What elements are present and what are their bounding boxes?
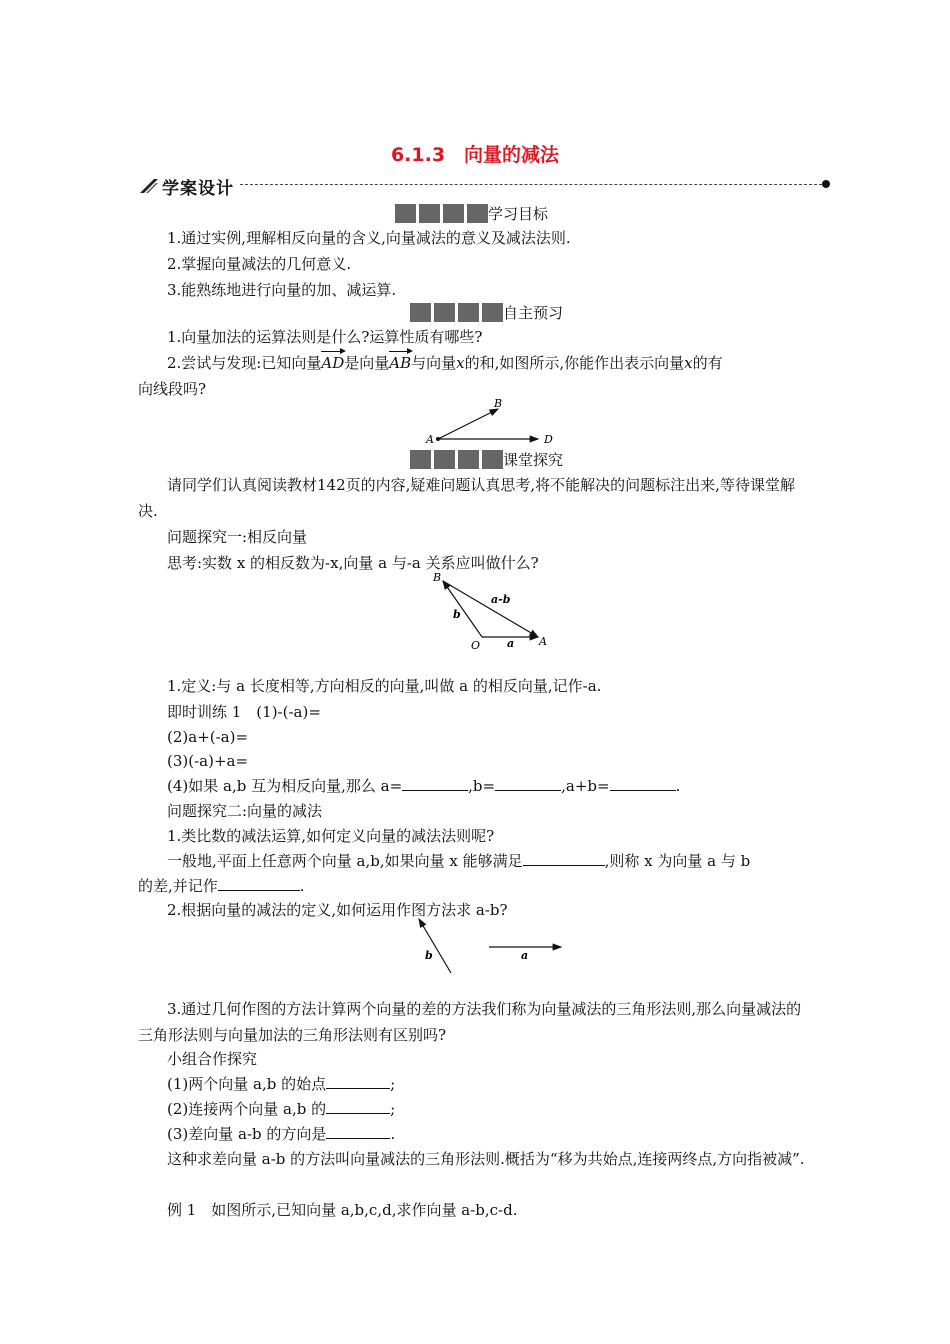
text: (2)连接两个向量 a,b 的 xyxy=(167,1100,327,1118)
group-item-3 xyxy=(167,1124,395,1144)
drill-item-1: 即时训练 1 (1)-(-a)= xyxy=(167,703,321,721)
example-1: 例 1 如图所示,已知向量 a,b,c,d,求作向量 a-b,c-d. xyxy=(167,1201,518,1219)
section-header-explore xyxy=(410,449,563,469)
label-vec-a: a xyxy=(521,949,529,962)
label-b: B xyxy=(494,397,503,410)
goal-item: 3.能熟练地进行向量的加、减运算. xyxy=(167,281,397,299)
text: ,则称 x 为向量 a 与 b xyxy=(604,852,751,870)
point-a xyxy=(436,437,440,441)
header-block xyxy=(458,303,479,322)
header-block xyxy=(410,303,431,322)
var-x: x xyxy=(684,354,693,372)
text: (3)差向量 a-b 的方向是 xyxy=(167,1125,327,1143)
section-header-preview xyxy=(410,302,563,322)
text: 的和,如图所示,你能作出表示向量 xyxy=(464,354,685,372)
header-block xyxy=(443,204,464,223)
problem-2-title: 问题探究二:向量的减法 xyxy=(167,802,323,820)
text: 的差,并记作 xyxy=(138,877,218,895)
text: (1)两个向量 a,b 的始点 xyxy=(167,1075,327,1093)
header-block xyxy=(482,303,503,322)
text: ; xyxy=(390,1075,396,1093)
text: . xyxy=(675,777,681,795)
problem-2-question-1: 1.类比数的减法运算,如何定义向量的减法法则呢? xyxy=(167,827,495,845)
banner-label: 学案设计 xyxy=(162,179,234,199)
header-block xyxy=(434,303,455,322)
label-vec-a: a xyxy=(507,637,515,650)
header-block xyxy=(419,204,440,223)
label-vec-b: b xyxy=(453,608,461,621)
group-heading: 小组合作探究 xyxy=(167,1050,258,1068)
text: . xyxy=(299,877,305,895)
answer-blank[interactable] xyxy=(326,1074,390,1089)
label-a: A xyxy=(426,433,434,446)
section-label: 学习目标 xyxy=(488,204,549,223)
header-block xyxy=(467,204,488,223)
text: 的有 xyxy=(692,354,723,372)
drill-item-2: (2)a+(-a)= xyxy=(167,728,249,746)
problem-2-question-3: 3.通过几何作图的方法计算两个向量的差的方法我们称为向量减法的三角形法则,那么向量减法的三角形法则与向量加法的三角形法则有区别吗? xyxy=(138,1000,802,1044)
group-item-1 xyxy=(167,1074,395,1094)
text: ,b= xyxy=(468,777,496,795)
answer-blank[interactable] xyxy=(218,876,300,891)
label-b: B xyxy=(433,571,442,584)
arrow-ab xyxy=(438,409,498,439)
problem-2-question-2: 2.根据向量的减法的定义,如何运用作图方法求 a-b? xyxy=(167,901,508,919)
goal-item: 2.掌握向量减法的几何意义. xyxy=(167,255,352,273)
vector-ad: AD xyxy=(321,354,345,372)
section-label: 课堂探究 xyxy=(503,450,564,469)
answer-blank[interactable] xyxy=(610,776,676,791)
subtraction-definition-cont xyxy=(138,876,305,896)
section-label: 自主预习 xyxy=(503,303,564,322)
problem-1-title: 问题探究一:相反向量 xyxy=(167,528,308,546)
preview-question-1: 1.向量加法的运算法则是什么?运算性质有哪些? xyxy=(167,328,483,346)
text: 一般地,平面上任意两个向量 a,b,如果向量 x 能够满足 xyxy=(167,852,523,870)
header-block xyxy=(410,450,431,469)
label-o: O xyxy=(471,639,481,652)
banner-end-dot xyxy=(822,180,830,188)
group-item-2 xyxy=(167,1099,395,1119)
vector-ab: AB xyxy=(389,354,412,372)
header-block xyxy=(434,450,455,469)
section-header-goals xyxy=(395,203,548,223)
text: . xyxy=(390,1125,396,1143)
preview-question-2 xyxy=(167,353,723,373)
banner-dashed-line xyxy=(240,184,822,185)
header-block xyxy=(395,204,416,223)
drill-item-4 xyxy=(167,776,680,796)
figure-triangle-oab xyxy=(425,565,555,655)
header-block xyxy=(482,450,503,469)
goal-item: 1.通过实例,理解相反向量的含义,向量减法的意义及减法法则. xyxy=(167,229,571,247)
pencil-stripes-icon xyxy=(140,177,158,193)
label-a: A xyxy=(539,635,547,648)
answer-blank[interactable] xyxy=(402,776,468,791)
subtraction-definition xyxy=(167,851,750,871)
answer-blank[interactable] xyxy=(326,1124,390,1139)
label-d: D xyxy=(544,433,553,446)
figure-vectors-ab-ad xyxy=(420,395,560,447)
text: 是向量 xyxy=(344,354,390,372)
arrow-ob xyxy=(443,581,482,637)
summary: 这种求差向量 a-b 的方法叫向量减法的三角形法则.概括为“移为共始点,连接两终点,方向指被减”. xyxy=(167,1150,805,1168)
explore-intro: 请同学们认真阅读教材142页的内容,疑难问题认真思考,将不能解决的问题标注出来,等待课堂解决. xyxy=(138,476,795,520)
text: ,a+b= xyxy=(561,777,610,795)
answer-blank[interactable] xyxy=(326,1099,390,1114)
preview-question-2-cont: 向线段吗? xyxy=(138,380,207,398)
figure-vectors-a-b xyxy=(415,915,575,977)
header-block xyxy=(458,450,479,469)
text: 与向量 xyxy=(411,354,457,372)
var-x: x xyxy=(456,354,465,372)
answer-blank[interactable] xyxy=(523,851,605,866)
text: ; xyxy=(390,1100,396,1118)
definition: 1.定义:与 a 长度相等,方向相反的向量,叫做 a 的相反向量,记作-a. xyxy=(167,677,602,695)
text: (4)如果 a,b 互为相反向量,那么 a= xyxy=(167,777,403,795)
text: 2.尝试与发现:已知向量 xyxy=(167,354,322,372)
section-banner xyxy=(140,174,830,199)
answer-blank[interactable] xyxy=(495,776,561,791)
think-question: 思考:实数 x 的相反数为-x,向量 a 与-a 关系应叫做什么? xyxy=(167,554,539,572)
label-a-minus-b: a-b xyxy=(491,593,511,606)
page-title: 6.1.3 向量的减法 xyxy=(390,144,560,166)
drill-item-3: (3)(-a)+a= xyxy=(167,752,249,770)
arrow-b xyxy=(419,919,451,973)
label-vec-b: b xyxy=(425,949,433,962)
